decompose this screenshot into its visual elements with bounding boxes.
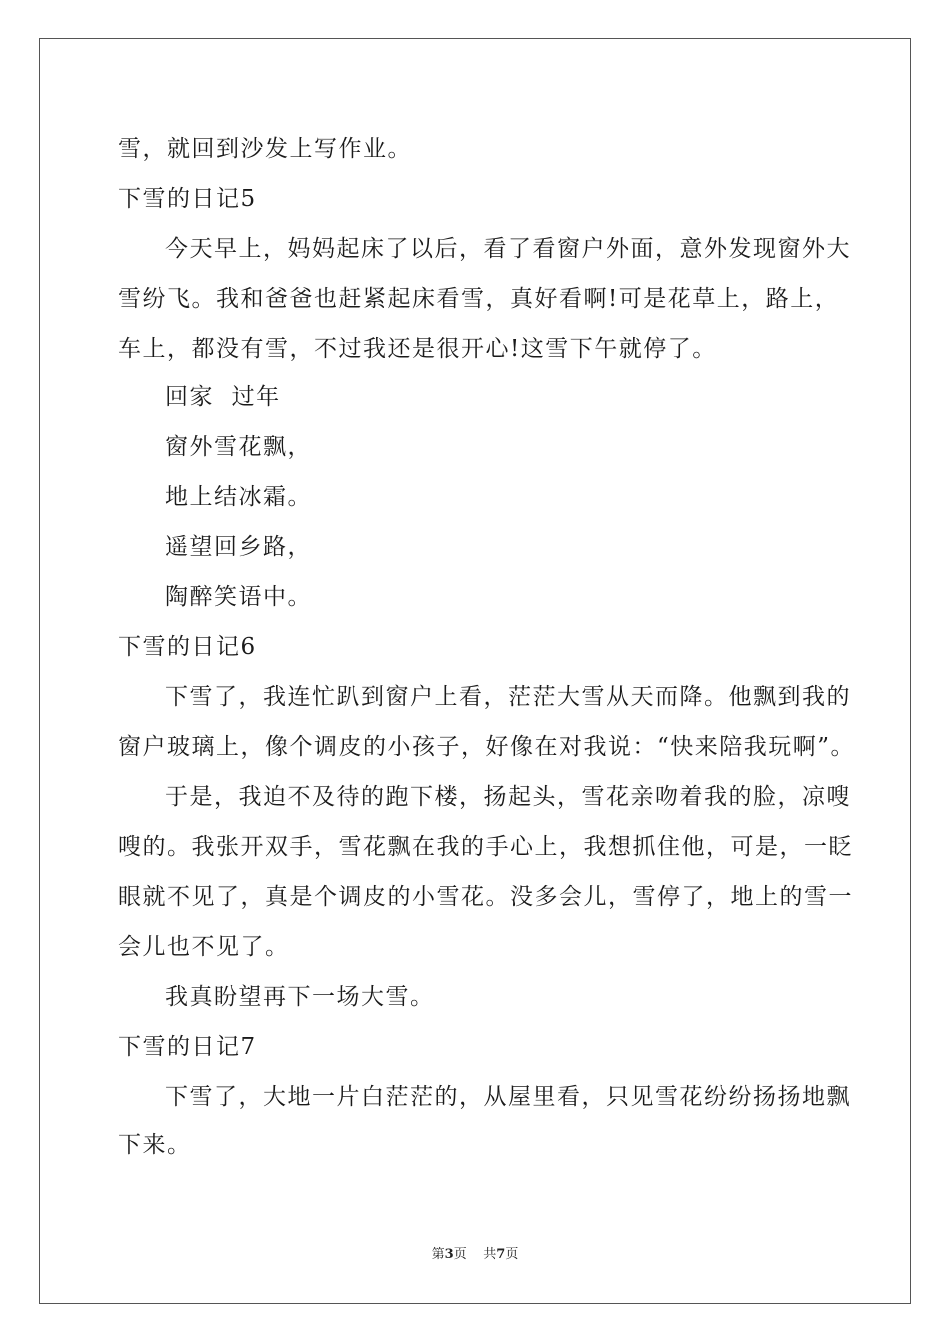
section-heading: 下雪的日记7 [118,1034,257,1060]
section-heading: 下雪的日记5 [118,186,257,212]
body-line: 嗖的。我张开双手，雪花飘在我的手心上，我想抓住他，可是，一眨 [118,834,853,860]
body-line: 下雪了，大地一片白茫茫的，从屋里看，只见雪花纷纷扬扬地飘 [165,1084,851,1110]
total-suffix: 页 [505,1247,519,1262]
poem-line: 陶醉笑语中。 [165,584,312,610]
body-line: 于是，我迫不及待的跑下楼，扬起头，雪花亲吻着我的脸，凉嗖 [165,784,851,810]
page-suffix: 页 [453,1247,467,1262]
body-line: 下来。 [118,1132,192,1158]
body-line: 下雪了，我连忙趴到窗户上看，茫茫大雪从天而降。他飘到我的 [165,684,851,710]
body-line: 我真盼望再下一场大雪。 [165,984,435,1010]
page-total: 7 [496,1247,506,1262]
body-line: 会儿也不见了。 [118,934,290,960]
body-line: 窗户玻璃上，像个调皮的小孩子，好像在对我说：“快来陪我玩啊”。 [118,734,856,760]
body-line: 今天早上，妈妈起床了以后，看了看窗户外面，意外发现窗外大 [165,236,851,262]
page-prefix: 第 [431,1247,445,1262]
body-line: 雪纷飞。我和爸爸也赶紧起床看雪，真好看啊!可是花草上，路上， [118,286,840,312]
section-heading: 下雪的日记6 [118,634,257,660]
total-prefix: 共 [483,1247,497,1262]
body-line: 眼就不见了，真是个调皮的小雪花。没多会儿，雪停了，地上的雪一 [118,884,853,910]
page-current: 3 [444,1247,454,1262]
poem-line: 窗外雪花飘， [165,434,312,460]
body-line: 车上，都没有雪，不过我还是很开心!这雪下午就停了。 [118,336,717,362]
page-border [39,38,911,1304]
body-line: 雪，就回到沙发上写作业。 [118,136,412,162]
poem-line: 遥望回乡路， [165,534,312,560]
page-footer [0,1246,950,1264]
poem-line: 地上结冰霜。 [165,484,312,510]
poem-title: 回家 过年 [165,384,281,410]
